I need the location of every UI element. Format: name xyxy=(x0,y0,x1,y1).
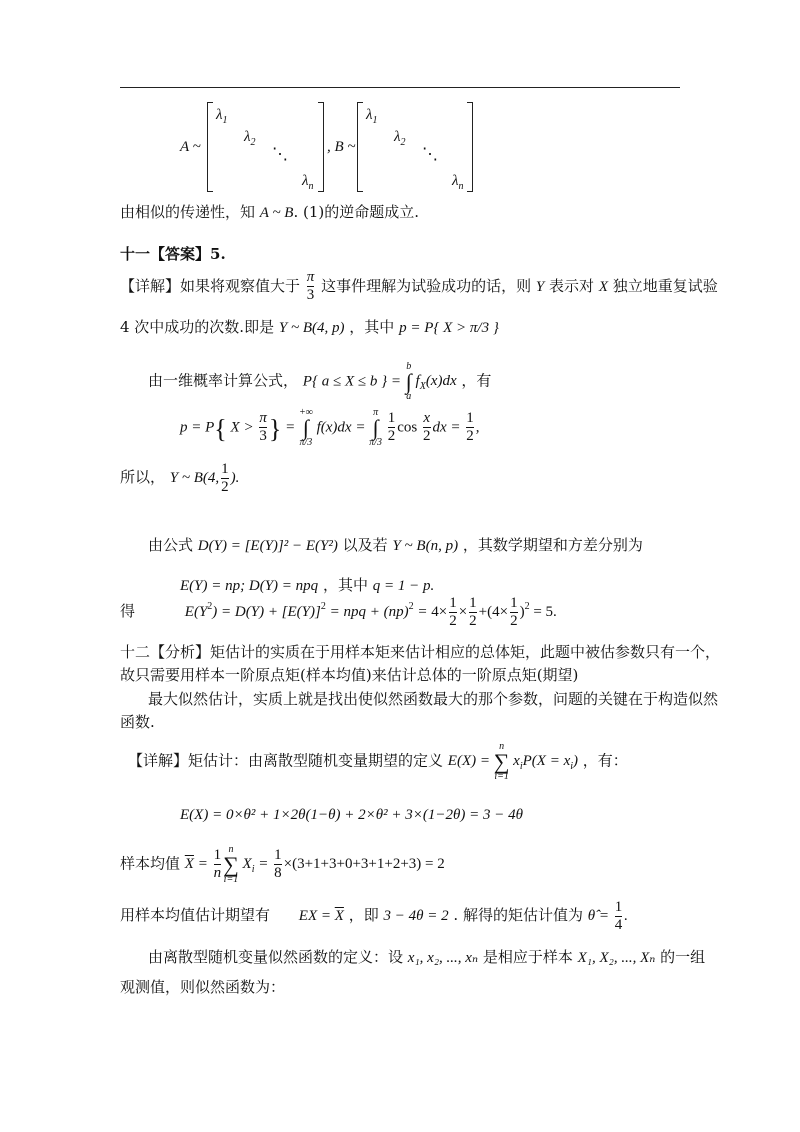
likelihood-line-1 xyxy=(148,950,705,966)
s11-detail-text-d: 独立地重复试验 xyxy=(612,276,718,295)
moment-estimate-text-a: 用样本均值估计期望有 xyxy=(120,906,271,925)
observations: x₁, x₂, ..., xₙ xyxy=(407,950,479,966)
s11-detail-line: 【详解】如果将观察值大于 $\frac{\pi}{3}$ 这事件理解为试验成功的话，则 Y 表示对 X 独立地重复试验 xyxy=(120,269,718,303)
s11-formula-text-c: ，其数学期望和方差分别为 xyxy=(462,536,643,554)
s12-detail-text-b: ，有： xyxy=(582,751,628,770)
matrix-b-left-bracket xyxy=(357,102,363,192)
matrix-b-ln: $\lambda_n$ xyxy=(452,173,464,192)
s11-prob-line xyxy=(148,362,491,402)
s12-head-line-1: 十二【分析】矩估计的实质在于用样本矩来估计相应的总体矩，此题中被估参数只有一个， xyxy=(120,643,721,661)
likelihood-line-2: 观测值，则似然函数为： xyxy=(120,978,286,996)
moment-estimate-text-b: ，即 xyxy=(348,906,379,925)
top-rule xyxy=(120,87,680,88)
likelihood-text-b: 是相应于样本 xyxy=(482,948,573,966)
matrix-b-l2: $\lambda_2$ xyxy=(394,129,406,148)
s11-prob-text-b: ，有 xyxy=(461,371,492,390)
likelihood-text-c: 的一组 xyxy=(660,948,706,966)
transitivity-line xyxy=(120,205,419,221)
q-definition: q = 1 − p. xyxy=(372,578,435,594)
moment-estimate-text-c: . 解得的矩估计值为 xyxy=(453,906,583,925)
variance-formula: D(Y) = [E(Y)]² − E(Y²) xyxy=(197,538,338,554)
moment-equation: 3 − 4θ = 2 xyxy=(383,908,449,925)
matrix-a-left-bracket xyxy=(207,102,213,192)
matrix-b-l1: $\lambda_1$ xyxy=(366,107,378,126)
sample-variables: X₁, X₂, ..., Xₙ xyxy=(577,950,656,966)
ex-equals-mean: EX = $\overline{X}$ xyxy=(298,908,344,925)
s12-detail-text: 【详解】矩估计：由离散型随机变量期望的定义 xyxy=(128,751,444,770)
expectation-computation: E(X) = 0×θ² + 1×2θ(1−θ) + 2×θ² + 3×(1−2θ) = 3 − 4θ xyxy=(180,807,523,823)
sample-mean-formula: $\overline{X}$ = $\frac{1}{n}$ n ∑ i=1 $X_i$ = $\frac{1}{8}$ ×(3+1+3+0+3+1+2+3) = 2 xyxy=(184,844,445,885)
s11-formula-text-b: 以及若 xyxy=(342,536,388,554)
sample-mean-label: 样本均值 xyxy=(120,854,181,873)
s11-ev-line xyxy=(180,578,434,594)
prob-interval: P{ a ≤ X ≤ b } = xyxy=(302,373,401,390)
s11-formula-line xyxy=(148,538,643,554)
transitivity-math: A ~ B xyxy=(259,205,294,221)
s12-mle-line-2: 函数. xyxy=(120,713,155,731)
s11-formula-text-a: 由公式 xyxy=(148,536,194,554)
moment-estimate-line xyxy=(120,900,628,934)
p-definition: p = P{ X > π/3 } xyxy=(399,320,499,336)
s11-so-text: 所以， xyxy=(120,468,166,487)
s11-detail-text-a: 【详解】如果将观察值大于 xyxy=(120,276,301,295)
s11-so-line: 所以， Y ~ B(4, $\frac{1}{2}$ ). xyxy=(120,461,240,495)
binomial-dist: Y ~ B(4, p) xyxy=(278,320,345,336)
p-calculation: p = P{ X > $\frac{\pi}{3}$ } = +∞ ∫ π/3 f(x)dx = π ∫ π/3 $\frac{1}{2}$ cos $\frac{x}{2}$ dx = $\frac{1}{2}$ , xyxy=(180,407,480,448)
second-moment-result: $E(Y^2) = D(Y) + [E(Y)]^2$ = npq + (np)$^2$ = 4× $\frac{1}{2}$ × $\frac{1}{2}$ +(4× $\frac{1}{2}$ )$^2$ = 5. xyxy=(184,595,557,629)
s12-detail-line xyxy=(128,742,628,782)
expectation-variance: E(Y) = np; D(Y) = npq xyxy=(180,578,319,594)
matrix-a-right-bracket xyxy=(318,102,324,192)
s11-line2 xyxy=(120,320,499,336)
matrix-a-ln: $\lambda_n$ xyxy=(302,173,314,192)
s11-result-label: 得 xyxy=(120,602,136,621)
binomial-general: Y ~ B(n, p) xyxy=(392,538,459,554)
s11-detail-text-b: 这事件理解为试验成功的话，则 xyxy=(321,276,532,295)
s11-ev-text: ，其中 xyxy=(322,576,368,594)
matrix-a-label: A ~ xyxy=(180,139,201,155)
matrix-a-l2: $\lambda_2$ xyxy=(244,129,256,148)
s11-prob-text: 由一维概率计算公式， xyxy=(148,371,299,390)
likelihood-text-a: 由离散型随机变量似然函数的定义：设 xyxy=(148,948,404,966)
theta-hat-value: θ̂ = $\frac{1}{4}$ . xyxy=(587,899,628,933)
s12-mle-line-1: 最大似然估计，实质上就是找出使似然函数最大的那个参数，问题的关键在于构造似然 xyxy=(148,690,719,708)
matrix-b-dots: ⋱ xyxy=(422,144,438,163)
s11-result-line xyxy=(120,596,557,630)
section-11-heading: 十一【答案】5. xyxy=(120,245,226,263)
s12-head-line-2: 故只需要用样本一阶原点矩(样本均值)来估计总体的一阶原点矩(期望) xyxy=(120,666,579,684)
s11-line2-text-b: ，其中 xyxy=(349,318,395,336)
s11-line2-text: 4 次中成功的次数.即是 xyxy=(120,318,275,336)
pi-over-3-fraction: $\frac{\pi}{3}$ xyxy=(306,269,315,303)
matrix-b-label: , B ~ xyxy=(327,139,356,155)
density-integral: b ∫ a $f_X(x)dx$ xyxy=(405,361,457,402)
sample-mean-line xyxy=(120,845,445,885)
transitivity-text: 由相似的传递性，知 xyxy=(120,203,256,221)
matrix-a-dots: ⋱ xyxy=(272,144,288,163)
transitivity-tail: . (1)的逆命题成立. xyxy=(293,203,420,221)
matrix-b-right-bracket xyxy=(467,102,473,192)
expectation-definition: E(X) = n ∑ i=1 $x_iP(X = x_i)$ xyxy=(447,741,579,782)
matrix-a-l1: $\lambda_1$ xyxy=(216,107,228,126)
s11-detail-text-c: 表示对 xyxy=(549,276,595,295)
